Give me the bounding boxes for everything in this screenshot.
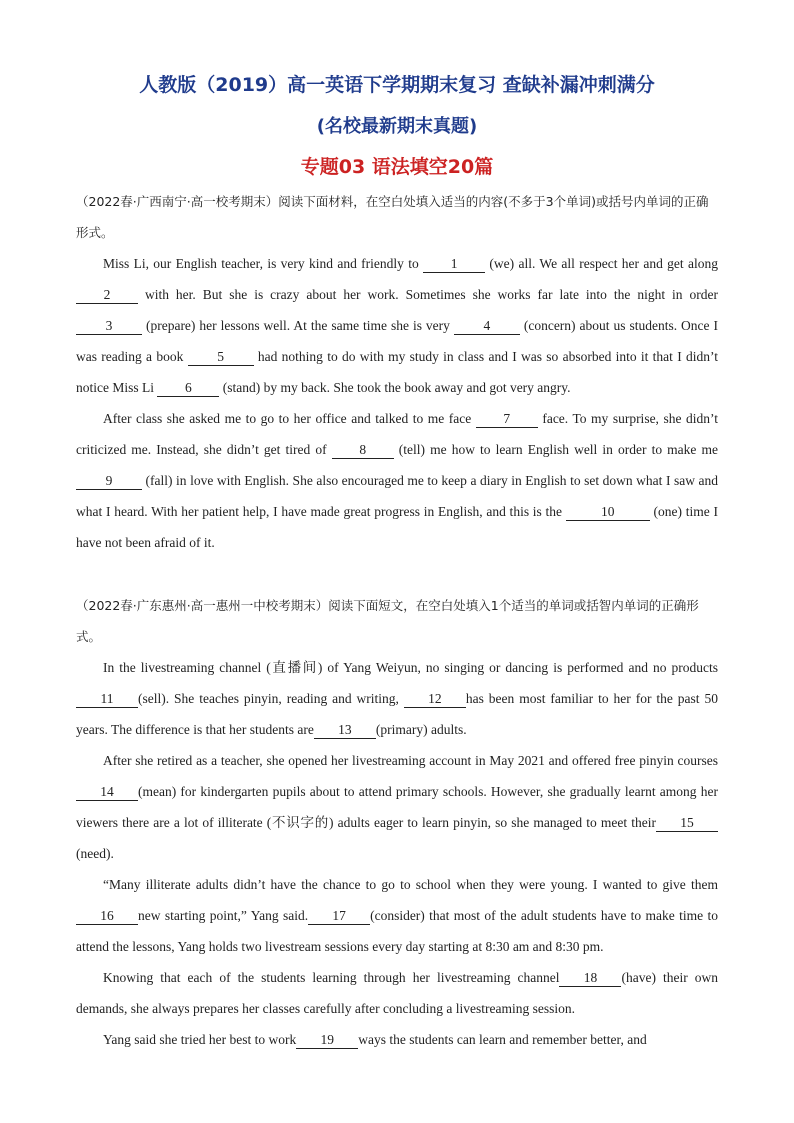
answer-blank-16[interactable]: 16 <box>76 908 138 925</box>
answer-blank-5[interactable]: 5 <box>188 349 254 366</box>
passage-1-paragraph-1 <box>76 248 718 403</box>
answer-blank-13[interactable]: 13 <box>314 722 376 739</box>
passage-text: (sell). She teaches pinyin, reading and writing, <box>138 691 404 706</box>
answer-blank-7[interactable]: 7 <box>476 411 538 428</box>
passage-text: (fall) in love with English. She also encouraged me to keep a diary in English to set down what I saw and what I heard. With her patient help, I have made great progress in English, and this is the <box>76 473 718 519</box>
passage-2-paragraph-1 <box>76 652 718 745</box>
passage-text: ways the students can learn and remember better, and <box>358 1032 647 1047</box>
passage-text: new starting point,” Yang said. <box>138 908 309 923</box>
answer-blank-19[interactable]: 19 <box>296 1032 358 1049</box>
answer-blank-9[interactable]: 9 <box>76 473 142 490</box>
answer-blank-1[interactable]: 1 <box>423 256 485 273</box>
passage-text: Yang said she tried her best to work <box>103 1032 297 1047</box>
answer-blank-11[interactable]: 11 <box>76 691 138 708</box>
answer-blank-18[interactable]: 18 <box>559 970 621 987</box>
passage-text: face. To my surprise, she didn’t criticized me. Instead, she didn’t get tired of <box>76 411 718 457</box>
document-title: 人教版（2019）高一英语下学期期末复习 查缺补漏冲刺满分 <box>139 74 655 96</box>
passage-text: In the livestreaming channel (直播间) of Yang Weiyun, no singing or dancing is performed and no products <box>103 660 718 675</box>
passage-2-paragraph-2 <box>76 745 718 869</box>
passage-text: had nothing to do with my study in class and I was so absorbed into it that I didn’t notice Miss Li <box>76 349 718 395</box>
answer-blank-17[interactable]: 17 <box>308 908 370 925</box>
passage-2-paragraph-3 <box>76 869 718 962</box>
passage-2-instructions: （2022春·广东惠州·高一惠州一中校考期末）阅读下面短文，在空白处填入1个适当的单词或括智内单词的正确形式。 <box>76 598 699 644</box>
answer-blank-12[interactable]: 12 <box>404 691 466 708</box>
passage-2-paragraph-4 <box>76 962 718 1024</box>
answer-blank-2[interactable]: 2 <box>76 287 138 304</box>
passage-text: “Many illiterate adults didn’t have the chance to go to school when they were young. I wanted to give them <box>103 877 718 892</box>
passage-text: (we) all. We all respect her and get along <box>485 256 718 271</box>
passage-text: (prepare) her lessons well. At the same time she is very <box>142 318 454 333</box>
passage-text: has been most familiar to her for the past 50 years. The difference is that her students are <box>76 691 718 737</box>
passage-text: (stand) by my back. She took the book away and got very angry. <box>219 380 571 395</box>
passage-text: After she retired as a teacher, she opened her livestreaming account in May 2021 and offered free pinyin courses <box>103 753 718 768</box>
passage-text: (have) their own demands, she always prepares her classes carefully after concluding a livestreaming session. <box>76 970 718 1016</box>
topic-heading: 专题03 语法填空20篇 <box>300 156 494 178</box>
document-subtitle: (名校最新期末真题) <box>316 116 478 137</box>
passage-text: Knowing that each of the students learning through her livestreaming channel <box>103 970 560 985</box>
passage-1-instructions: （2022春·广西南宁·高一校考期末）阅读下面材料，在空白处填入适当的内容(不多于3个单词)或括号内单词的正确形式。 <box>76 194 709 240</box>
answer-blank-3[interactable]: 3 <box>76 318 142 335</box>
answer-blank-10[interactable]: 10 <box>566 504 650 521</box>
passage-2-paragraph-5 <box>76 1024 718 1055</box>
passage-text: (primary) adults. <box>375 722 467 737</box>
answer-blank-15[interactable]: 15 <box>656 815 718 832</box>
passage-text: with her. But she is crazy about her work. Sometimes she works far late into the night in order <box>138 287 718 302</box>
passage-1-paragraph-2 <box>76 403 718 558</box>
answer-blank-6[interactable]: 6 <box>157 380 219 397</box>
passage-text: Miss Li, our English teacher, is very kind and friendly to <box>103 256 424 271</box>
passage-text: (mean) for kindergarten pupils about to attend primary schools. However, she gradually learnt among her viewers there are a lot of illiterate (不识字的) adults eager to learn pinyin, so she managed to meet their <box>76 784 718 830</box>
answer-blank-4[interactable]: 4 <box>454 318 520 335</box>
passage-text: (tell) me how to learn English well in order to make me <box>393 442 718 457</box>
passage-2 <box>76 590 718 1055</box>
answer-blank-14[interactable]: 14 <box>76 784 138 801</box>
answer-blank-8[interactable]: 8 <box>332 442 394 459</box>
passage-text: (concern) about us students. Once I was reading a book <box>76 318 718 364</box>
passage-text: (one) time I have not been afraid of it. <box>76 504 718 550</box>
passage-1 <box>76 186 718 558</box>
passage-text: (need). <box>76 846 114 861</box>
passage-text: (consider) that most of the adult students have to make time to attend the lessons, Yang holds two livestream sessions every day starting at 8:30 am and 8:30 pm. <box>76 908 718 954</box>
passage-text: After class she asked me to go to her office and talked to me face <box>103 411 476 426</box>
